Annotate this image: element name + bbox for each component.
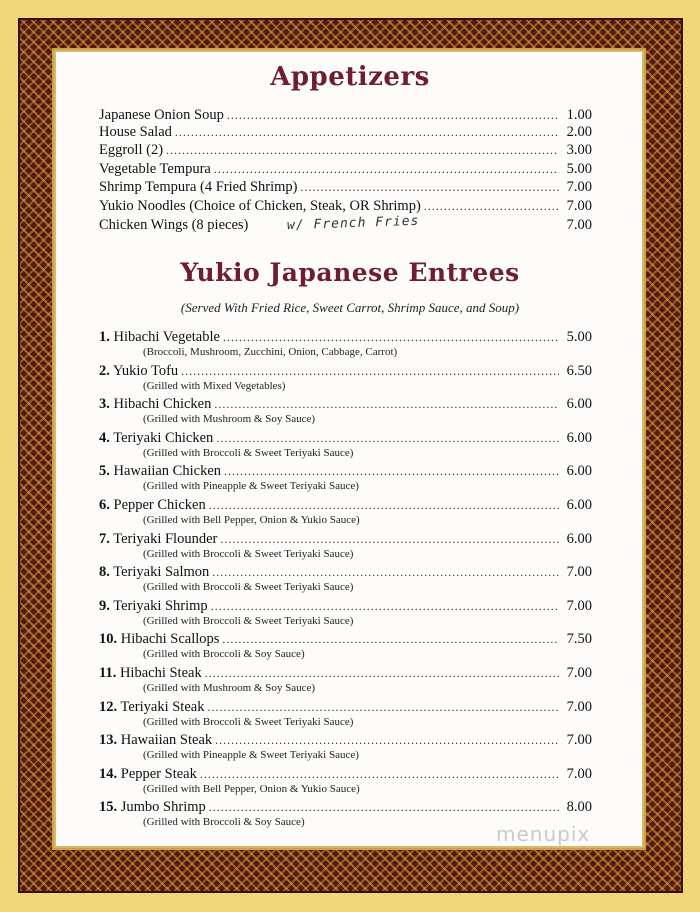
item-price: 8.00 (566, 799, 592, 815)
item-price: 7.00 (566, 198, 592, 214)
item-number: 14. (99, 766, 118, 782)
item-name (99, 563, 209, 581)
item-name (99, 496, 206, 514)
item-description: (Grilled with Broccoli & Soy Sauce) (143, 816, 305, 828)
leader-dots (424, 197, 559, 215)
item-price: 7.00 (566, 766, 592, 782)
item-description: (Grilled with Broccoli & Sweet Teriyaki Sauce) (143, 548, 354, 560)
item-number: 4. (99, 430, 110, 446)
entree-item (99, 429, 592, 447)
item-description: (Grilled with Bell Pepper, Onion & Yukio Sauce) (143, 783, 360, 795)
item-title: Hawaiian Steak (120, 732, 213, 748)
leader-dots (212, 563, 559, 581)
entree-item (99, 597, 592, 615)
item-description: (Grilled with Bell Pepper, Onion & Yukio Sauce) (143, 514, 360, 526)
appetizer-item (99, 141, 592, 159)
item-name: Eggroll (2) (99, 142, 164, 158)
appetizer-item (99, 123, 592, 141)
item-price: 7.50 (566, 631, 592, 647)
item-name: Shrimp Tempura (4 Fried Shrimp) (99, 179, 298, 195)
entree-item (99, 395, 592, 413)
item-name (99, 429, 213, 447)
leader-dots (205, 664, 559, 682)
item-name (99, 765, 197, 783)
item-title: Hibachi Vegetable (113, 329, 220, 345)
entree-item (99, 530, 592, 548)
item-number: 10. (99, 631, 118, 647)
item-name (99, 462, 221, 480)
entree-item (99, 462, 592, 480)
leader-dots (222, 630, 559, 648)
entrees-subtitle: (Served With Fried Rice, Sweet Carrot, Shrimp Sauce, and Soup) (180, 300, 520, 315)
item-number: 5. (99, 463, 110, 479)
item-description: (Grilled with Broccoli & Sweet Teriyaki Sauce) (143, 716, 354, 728)
item-description: (Grilled with Broccoli & Sweet Teriyaki Sauce) (143, 447, 354, 459)
item-number: 8. (99, 564, 110, 580)
item-name (99, 630, 219, 648)
item-price: 5.00 (566, 329, 592, 345)
item-number: 11. (99, 665, 117, 681)
entree-item (99, 630, 592, 648)
item-price: 6.50 (566, 363, 592, 379)
item-description: (Grilled with Broccoli & Sweet Teriyaki Sauce) (143, 581, 354, 593)
item-price: 2.00 (566, 124, 592, 140)
item-title: Jumbo Shrimp (120, 799, 206, 815)
item-title: Hawaiian Chicken (113, 463, 222, 479)
appetizers-heading: Appetizers (270, 62, 430, 92)
item-title: Teriyaki Salmon (113, 564, 210, 580)
appetizer-item (99, 160, 592, 178)
leader-dots (207, 698, 559, 716)
item-title: Hibachi Chicken (113, 396, 212, 412)
item-number: 6. (99, 497, 110, 513)
item-price: 7.00 (566, 217, 592, 233)
item-price: 6.00 (566, 396, 592, 412)
item-number: 7. (99, 531, 110, 547)
item-price: 6.00 (566, 497, 592, 513)
leader-dots (215, 731, 559, 749)
leader-dots (175, 123, 559, 141)
entrees-heading: Yukio Japanese Entrees (180, 258, 520, 287)
item-number: 2. (99, 363, 110, 379)
leader-dots (200, 765, 559, 783)
item-price: 1.00 (566, 107, 592, 123)
item-name (99, 328, 220, 346)
item-name (99, 597, 208, 615)
item-name: Yukio Noodles (Choice of Chicken, Steak, OR Shrimp) (99, 198, 421, 214)
leader-dots (224, 462, 559, 480)
item-price: 7.00 (566, 665, 592, 681)
entree-item (99, 798, 592, 816)
item-price: 7.00 (566, 598, 592, 614)
item-description: (Grilled with Broccoli & Sweet Teriyaki Sauce) (143, 615, 354, 627)
entree-item (99, 496, 592, 514)
item-title: Teriyaki Steak (120, 699, 205, 715)
leader-dots (209, 798, 559, 816)
leader-dots (300, 178, 559, 196)
leader-dots (227, 106, 559, 124)
item-price: 5.00 (566, 161, 592, 177)
item-name: Japanese Onion Soup (99, 107, 224, 123)
entree-item (99, 563, 592, 581)
leader-dots (216, 429, 559, 447)
item-name (99, 698, 204, 716)
item-number: 15. (99, 799, 118, 815)
appetizer-item (99, 178, 592, 196)
item-title: Pepper Chicken (113, 497, 206, 513)
item-number: 12. (99, 699, 118, 715)
item-title: Teriyaki Shrimp (113, 598, 208, 614)
item-name (99, 731, 212, 749)
item-description: (Grilled with Mushroom & Soy Sauce) (143, 682, 316, 694)
item-price: 3.00 (566, 142, 592, 158)
entree-item (99, 731, 592, 749)
item-number: 3. (99, 396, 110, 412)
item-description: (Grilled with Pineapple & Sweet Teriyaki Sauce) (143, 749, 359, 761)
leader-dots (214, 160, 559, 178)
item-price: 7.00 (566, 732, 592, 748)
entree-item (99, 362, 592, 380)
item-price: 7.00 (566, 179, 592, 195)
item-name (99, 664, 202, 682)
item-price: 6.00 (566, 531, 592, 547)
item-title: Pepper Steak (120, 766, 197, 782)
leader-dots (209, 496, 559, 514)
appetizer-item (99, 197, 592, 215)
entree-item (99, 664, 592, 682)
leader-dots (214, 395, 559, 413)
item-name: Vegetable Tempura (99, 161, 211, 177)
entree-item (99, 765, 592, 783)
item-title: Hibachi Steak (119, 665, 202, 681)
item-title: Yukio Tofu (112, 363, 179, 379)
handwritten-note: w/ French Fries (286, 213, 420, 234)
item-description: (Broccoli, Mushroom, Zucchini, Onion, Cabbage, Carrot) (143, 346, 398, 358)
item-price: 6.00 (566, 430, 592, 446)
item-price: 7.00 (566, 564, 592, 580)
item-name (99, 362, 178, 380)
leader-dots (220, 530, 559, 548)
item-description: (Grilled with Pineapple & Sweet Teriyaki Sauce) (143, 480, 359, 492)
item-title: Hibachi Scallops (120, 631, 220, 647)
entree-item (99, 328, 592, 346)
item-name (99, 530, 217, 548)
item-description: (Grilled with Mixed Vegetables) (143, 380, 286, 392)
item-price: 6.00 (566, 463, 592, 479)
item-number: 13. (99, 732, 118, 748)
item-price: 7.00 (566, 699, 592, 715)
leader-dots (211, 597, 559, 615)
appetizer-item (99, 106, 592, 124)
leader-dots (181, 362, 559, 380)
entree-item (99, 698, 592, 716)
item-name: Chicken Wings (8 pieces) (99, 217, 249, 233)
watermark: menupix (496, 822, 591, 846)
item-number: 9. (99, 598, 110, 614)
item-title: Teriyaki Flounder (113, 531, 218, 547)
item-description: (Grilled with Mushroom & Soy Sauce) (143, 413, 316, 425)
item-name: House Salad (99, 124, 172, 140)
item-description: (Grilled with Broccoli & Soy Sauce) (143, 648, 305, 660)
leader-dots (223, 328, 559, 346)
item-number: 1. (99, 329, 110, 345)
leader-dots (166, 141, 559, 159)
item-name (99, 798, 206, 816)
item-title: Teriyaki Chicken (113, 430, 214, 446)
item-name (99, 395, 211, 413)
